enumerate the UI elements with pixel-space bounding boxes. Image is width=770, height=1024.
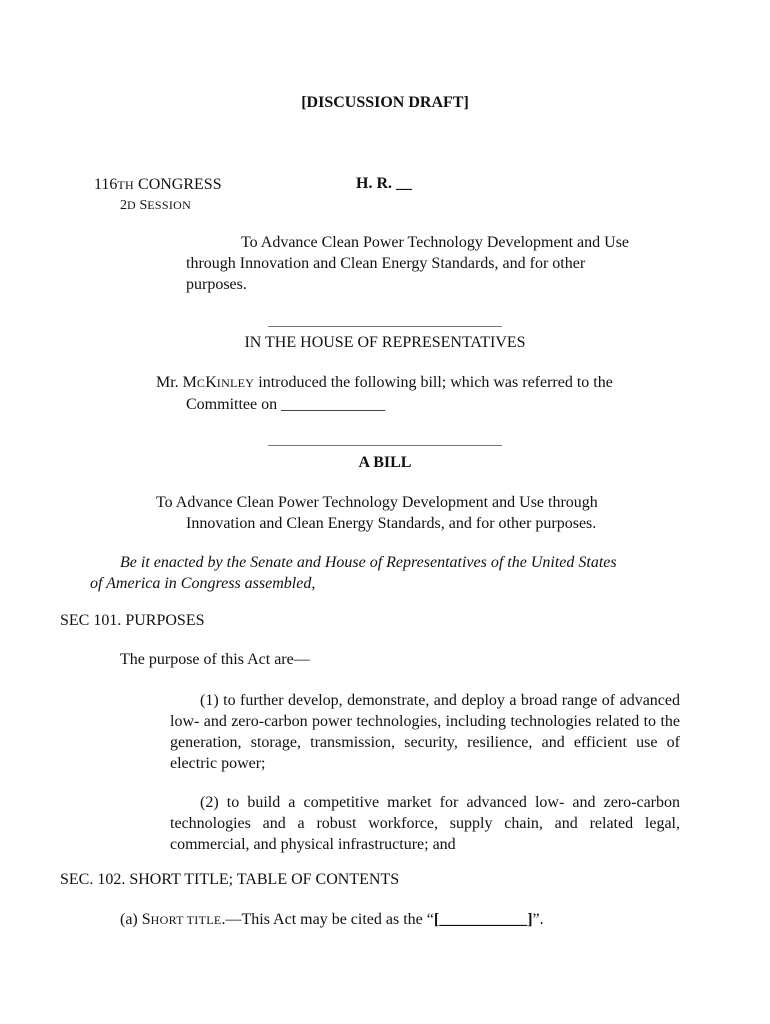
congress-word: CONGRESS <box>134 176 222 193</box>
congress-suffix: TH <box>117 178 135 192</box>
congress-number: 116 <box>94 176 118 193</box>
title-block <box>186 232 706 295</box>
title-line-3: purposes. <box>186 276 247 293</box>
session-rest: ESSION <box>147 198 192 212</box>
house-heading: IN THE HOUSE OF REPRESENTATIVES <box>244 334 526 351</box>
session-suffix: D <box>127 198 136 212</box>
title-line-2: through Innovation and Clean Energy Standards, and for other <box>186 255 586 272</box>
short-title-smallcaps: HORT TITLE <box>150 913 222 927</box>
enacting-line-1: Be it enacted by the Senate and House of Representatives of the United States <box>120 554 617 571</box>
section-101-heading: SEC 101. PURPOSES <box>60 612 205 629</box>
purpose-item-2: (2) to build a competitive market for advanced low- and zero-carbon technologies and a robust workforce, supply chain, and related legal, commercial, and physical infrastructure; and <box>170 794 680 853</box>
divider-rule-bottom <box>268 445 502 446</box>
session-number: 2 <box>120 198 127 213</box>
session-label <box>120 198 191 214</box>
session-first: S <box>135 198 148 213</box>
section-101-intro: The purpose of this Act are— <box>120 651 310 668</box>
introduction-text <box>156 372 716 415</box>
title-line-1: To Advance Clean Power Technology Development and Use <box>241 234 630 251</box>
short-title-blank: [___________] <box>433 911 533 928</box>
purpose-item-1: (1) to further develop, demonstrate, and deploy a broad range of advanced low- and zero-carbon power technologies, including technologies related to the generation, storage, transmission, security, resilience, and efficient use of electric power; <box>170 692 680 772</box>
bill-purpose <box>156 492 716 534</box>
divider-rule-top <box>268 326 502 327</box>
introduction-line-1: Mr. MCKINLEY introduced the following bill; which was referred to the <box>156 374 613 391</box>
congress-label <box>94 176 222 194</box>
draft-label: [DISCUSSION DRAFT] <box>301 94 469 111</box>
committee-line: Committee on _____________ <box>186 396 386 413</box>
short-title-end: ”. <box>532 911 544 928</box>
bill-number: H. R. __ <box>356 175 412 192</box>
short-title-prefix: (a) S <box>120 911 151 928</box>
enacting-clause <box>90 552 710 594</box>
bill-purpose-line-2: Innovation and Clean Energy Standards, and for other purposes. <box>186 515 597 532</box>
enacting-line-2: of America in Congress assembled, <box>90 575 316 592</box>
short-title-subsection <box>120 911 544 929</box>
bill-purpose-line-1: To Advance Clean Power Technology Development and Use through <box>156 494 598 511</box>
bill-heading: A BILL <box>358 454 412 471</box>
section-102-heading: SEC. 102. SHORT TITLE; TABLE OF CONTENTS <box>60 871 400 888</box>
short-title-text: .—This Act may be cited as the “ <box>221 911 434 928</box>
